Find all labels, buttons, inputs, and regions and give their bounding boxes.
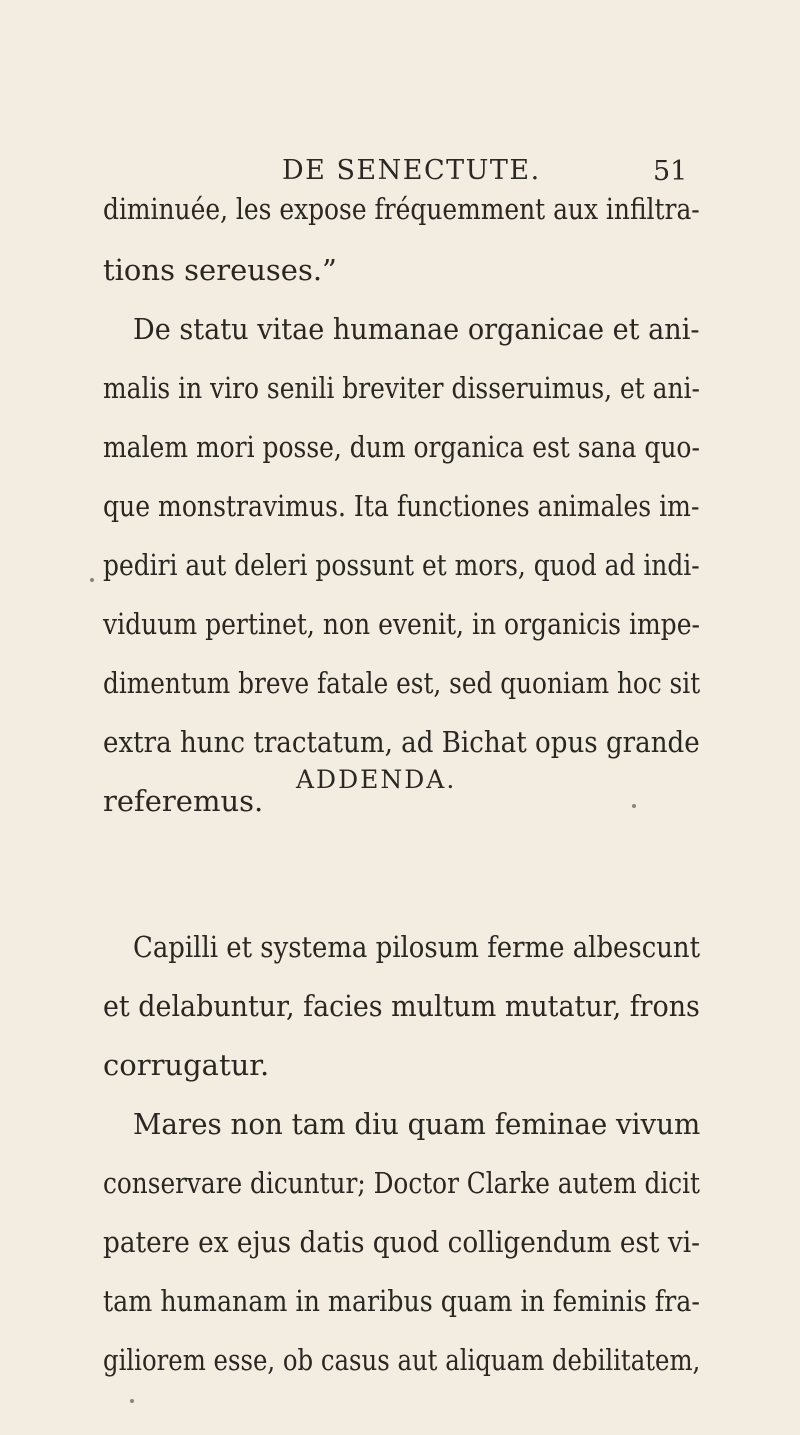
- text-line: giliorem esse, ob casus aut aliquam debilitatem,: [103, 1343, 701, 1377]
- section-heading: ADDENDA.: [296, 765, 457, 794]
- text-line: referemus.: [103, 784, 264, 818]
- text-line: malis in viro senili breviter disseruimus, et ani-: [103, 371, 700, 405]
- text-line: tam humanam in maribus quam in feminis fra-: [103, 1284, 700, 1318]
- text-line: conservare dicuntur; Doctor Clarke autem dicit: [103, 1166, 700, 1200]
- text-line: corrugatur.: [103, 1048, 270, 1082]
- text-line: De statu vitae humanae organicae et ani-: [133, 312, 700, 346]
- page-number: 51: [653, 156, 688, 187]
- text-line: dimentum breve fatale est, sed quoniam hoc sit: [103, 666, 701, 700]
- text-line: tions sereuses.”: [103, 253, 337, 287]
- text-line: viduum pertinet, non evenit, in organicis impe-: [103, 607, 700, 641]
- text-line: et delabuntur, facies multum mutatur, frons: [103, 989, 700, 1023]
- text-line: Capilli et systema pilosum ferme albescunt: [133, 930, 701, 964]
- text-line: pediri aut deleri possunt et mors, quod ad indi-: [103, 548, 700, 582]
- paper-speck: [90, 578, 94, 582]
- paper-speck: [632, 804, 636, 808]
- text-line: diminuée, les expose fréquemment aux infiltra-: [103, 192, 700, 226]
- text-line: Mares non tam diu quam feminae vivum: [133, 1107, 701, 1141]
- text-line: malem mori posse, dum organica est sana quo-: [103, 430, 700, 464]
- text-line: que monstravimus. Ita functiones animales im-: [103, 489, 700, 523]
- text-line: patere ex ejus datis quod colligendum est vi-: [103, 1225, 701, 1259]
- text-line: extra hunc tractatum, ad Bichat opus grande: [103, 725, 700, 759]
- running-head: DE SENECTUTE.: [282, 155, 541, 186]
- paper-speck: [130, 1399, 134, 1403]
